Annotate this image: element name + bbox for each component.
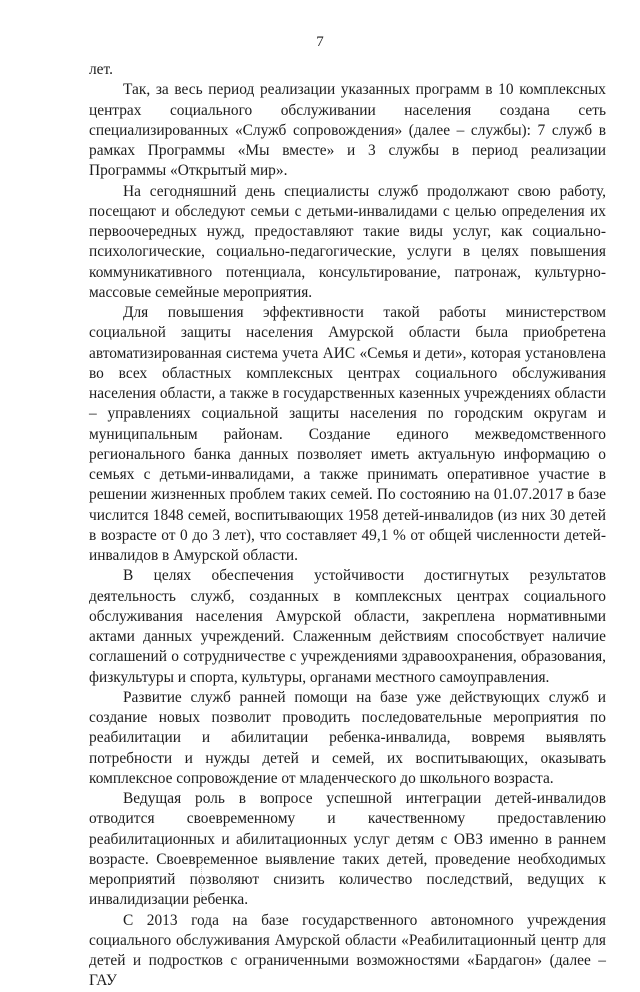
- paragraph-early-help: Развитие служб ранней помощи на базе уже действующих служб и создание новых позволит проводить последовательные мероприятия по реабилитации и абилитации ребенка-инвалида, вовремя выявлять потребности и нужды детей и семей, их воспитывающих, оказывать комплексное сопровождение от младенческого до школьного возраста.: [89, 688, 606, 787]
- paragraph-ais-system: Для повышения эффективности такой работы министерством социальной защиты населения Амурской области была приобретена автоматизированная система учета АИС «Семья и дети», которая установлена во всех областных комплексных центрах социального обслуживания населения области, а также в государственных казенных учреждениях области – управлениях социальной защиты населения по городским округам и муниципальным районам. Создание единого межведомственного регионального банка данных позволяет иметь актуальную информацию о семьях с детьми-инвалидами, а также принимать оперативное участие в решении жизненных проблем таких семей. По состоянию на 01.07.2017 в базе числится 1848 семей, воспитывающих 1958 детей-инвалидов (из них 30 детей в возрасте от 0 до 3 лет), что составляет 49,1 % от общей численности детей-инвалидов в Амурской области.: [89, 304, 606, 564]
- paragraph-sustainability: В целях обеспечения устойчивости достигнутых результатов деятельность служб, созданных в комплексных центрах социального обслуживания населения Амурской области, закреплена нормативными актами данных учреждений. Слаженным действиям способствует наличие соглашений о сотрудничестве с учреждениями здравоохранения, образования, физкультуры и спорта, культуры, органами местного самоуправления.: [89, 567, 606, 686]
- scan-artifact-line: [201, 858, 203, 898]
- page-number: 7: [316, 34, 324, 50]
- paragraph-specialists-work: На сегодняшний день специалисты служб продолжают свою работу, посещают и обследуют семьи с детьми-инвалидами с целью определения их первоочередных нужд, предоставляют такие виды услуг, как социально-психологические, социально-педагогические, услуги в целях повышения коммуникативного потенциала, консультирование, патронаж, культурно-массовые семейные мероприятия.: [89, 182, 606, 301]
- paragraph-bardagon-center: С 2013 года на базе государственного автономного учреждения социального обслуживания Амурской области «Реабилитационный центр для детей и подростков с ограниченными возможностями «Бардагон» (далее – ГАУ: [89, 911, 606, 990]
- document-body: [89, 60, 606, 992]
- paragraph-integration-role: Ведущая роль в вопросе успешной интеграции детей-инвалидов отводится своевременному и качественному предоставлению реабилитационных и абилитационных услуг детям с ОВЗ именно в раннем возрасте. Своевременное выявление таких детей, проведение необходимых мероприятий позволяют снизить количество последствий, ведущих к инвалидизации ребенка.: [89, 790, 606, 909]
- paragraph-services-network: Так, за весь период реализации указанных программ в 10 комплексных центрах социального обслуживании населения создана сеть специализированных «Служб сопровождения» (далее – службы): 7 служб в рамках Программы «Мы вместе» и 3 службы в период реализации Программы «Открытый мир».: [89, 81, 606, 180]
- paragraph-continuation: лет.: [89, 61, 113, 78]
